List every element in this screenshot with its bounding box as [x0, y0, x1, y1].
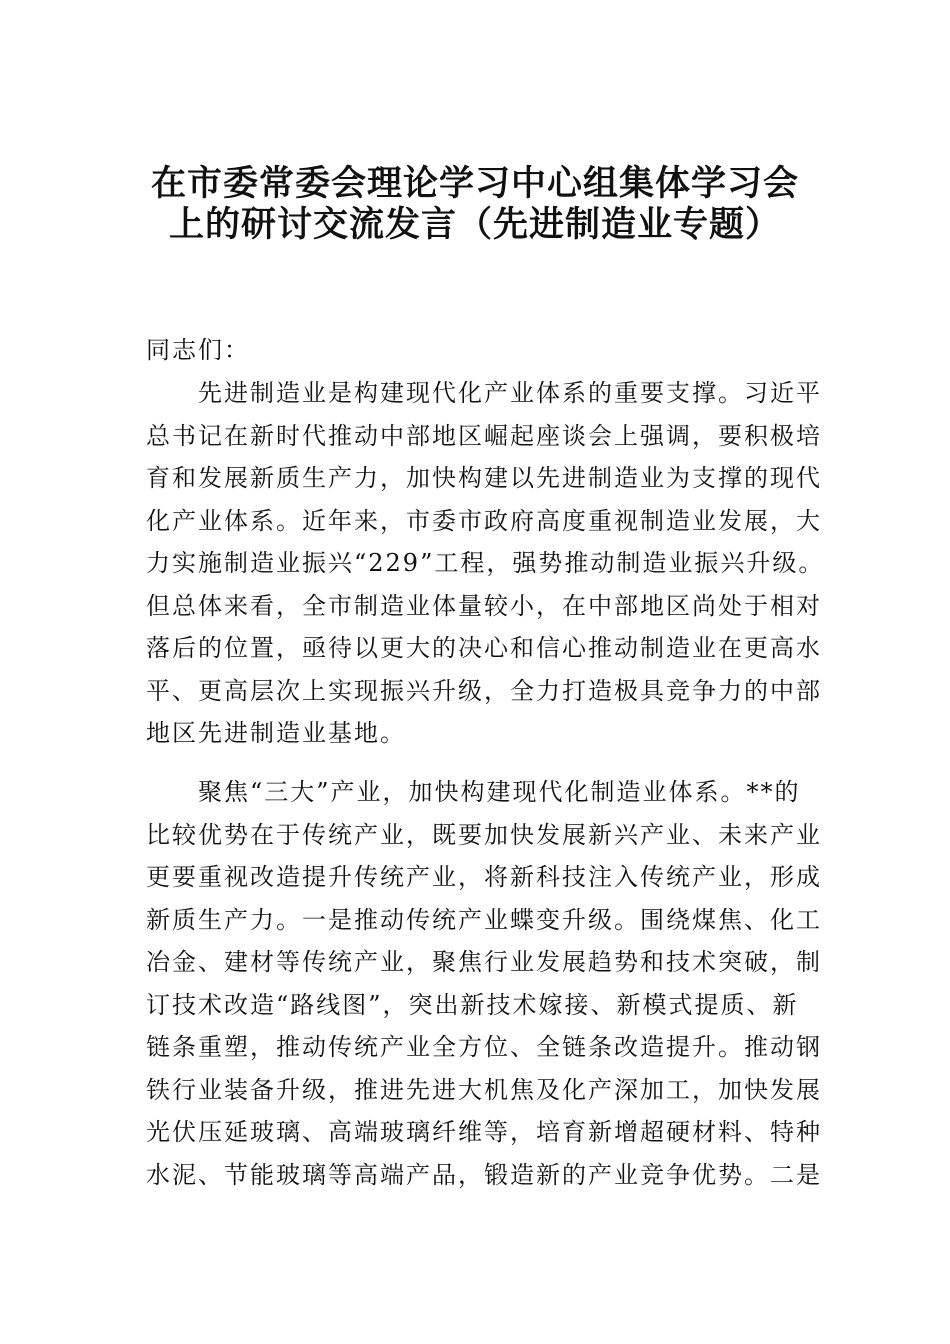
- paragraph-line: 水泥、节能玻璃等高端产品，锻造新的产业竞争优势。二是: [146, 1160, 822, 1189]
- paragraph-line: 铁行业装备升级，推进先进大机焦及化产深加工，加快发展: [146, 1075, 822, 1104]
- paragraph-line: 比较优势在于传统产业，既要加快发展新兴产业、未来产业: [146, 820, 822, 849]
- paragraph-line: 化产业体系。近年来，市委市政府高度重视制造业发展，大: [146, 506, 822, 535]
- paragraph-1: [146, 372, 825, 755]
- paragraph-line: 更要重视改造提升传统产业，将新科技注入传统产业，形成: [146, 863, 822, 891]
- paragraph-line: 光伏压延玻璃、高端玻璃纤维等，培育新增超硬材料、特种: [146, 1118, 822, 1146]
- paragraph-line: 但总体来看，全市制造业体量较小，在中部地区尚处于相对: [146, 591, 822, 620]
- paragraph-line: 育和发展新质生产力，加快构建以先进制造业为支撑的现代: [146, 464, 822, 492]
- paragraph-line: 聚焦“三大”产业，加快构建现代化制造业体系。**的: [198, 778, 801, 806]
- paragraph-line: 订技术改造“路线图”，突出新技术嫁接、新模式提质、新: [146, 990, 799, 1019]
- paragraph-line: 地区先进制造业基地。: [146, 719, 406, 747]
- document-title-line-1: 在市委常委会理论学习中心组集体学习会: [150, 164, 799, 204]
- paragraph-line: 力实施制造业振兴“229”工程，强势推动制造业振兴升级。: [146, 549, 825, 577]
- paragraph-line: 链条重塑，推动传统产业全方位、全链条改造提升。推动钢: [146, 1033, 822, 1061]
- document-title-line-2: 上的研讨交流发言（先进制造业专题）: [168, 205, 781, 245]
- paragraph-line: 平、更高层次上实现振兴升级，全力打造极具竞争力的中部: [146, 676, 822, 705]
- salutation: 同志们：: [146, 336, 250, 364]
- paragraph-line: 落后的位置，亟待以更大的决心和信心推动制造业在更高水: [146, 634, 822, 662]
- paragraph-line: 先进制造业是构建现代化产业体系的重要支撑。习近平: [198, 379, 822, 407]
- paragraph-line: 新质生产力。一是推动传统产业蝶变升级。围绕煤焦、化工: [146, 905, 822, 934]
- paragraph-line: 总书记在新时代推动中部地区崛起座谈会上强调，要积极培: [146, 421, 822, 450]
- paragraph-2: [146, 771, 822, 1196]
- paragraph-line: 冶金、建材等传统产业，聚焦行业发展趋势和技术突破，制: [146, 948, 822, 976]
